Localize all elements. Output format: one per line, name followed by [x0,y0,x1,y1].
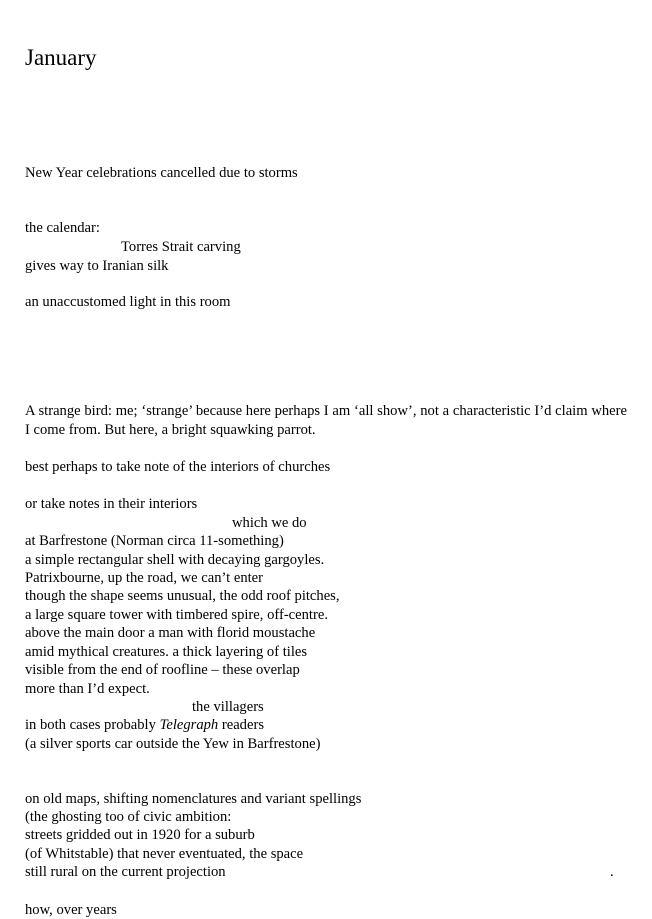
line-iranian-silk: gives way to Iranian silk [25,258,169,274]
line-rectangular-shell: a simple rectangular shell with decaying gargoyles. [25,552,325,568]
telegraph-pre: in both cases probably [25,717,160,733]
prose-paragraph: A strange bird: me; ‘strange’ because here perhaps I am ‘all show’, not a characteristic I’d claim where I come from. But here, a bright squawking parrot. [25,403,627,438]
telegraph-italic: Telegraph [159,717,219,733]
line-square-tower: a large square tower with timbered spire, off-centre. [25,607,328,623]
line-torres-strait: Torres Strait carving [121,239,241,255]
line-current-projection: still rural on the current projection [25,864,226,880]
line-old-maps: on old maps, shifting nomenclatures and variant spellings [25,791,362,807]
line-barfrestone: at Barfrestone (Norman circa 11-something) [25,533,284,549]
line-the-villagers: the villagers [192,699,264,715]
line-calendar: the calendar: [25,220,100,236]
line-take-notes: or take notes in their interiors [25,496,198,512]
line-main-door: above the main door a man with florid moustache [25,625,316,641]
line-unaccustomed-light: an unaccustomed light in this room [25,294,231,310]
line-patrixbourne: Patrixbourne, up the road, we can’t enter [25,570,264,586]
line-roof-pitches: though the shape seems unusual, the odd roof pitches, [25,588,340,604]
line-telegraph-readers [25,716,264,734]
line-over-years: how, over years [25,902,117,918]
trailing-period: . [610,864,614,880]
page-title: January [25,45,97,70]
line-mythical-creatures: amid mythical creatures. a thick layering of tiles [25,644,308,660]
line-whitstable: (of Whitstable) that never eventuated, the space [25,846,304,862]
line-silver-sports-car: (a silver sports car outside the Yew in Barfrestone) [25,736,321,752]
line-streets-gridded: streets gridded out in 1920 for a suburb [25,827,255,843]
line-more-than-expect: more than I’d expect. [25,681,150,697]
telegraph-post: readers [218,717,264,733]
line-new-year: New Year celebrations cancelled due to storms [25,165,298,181]
line-roofline: visible from the end of roofline – these overlap [25,662,300,678]
line-civic-ambition: (the ghosting too of civic ambition: [25,809,232,825]
line-which-we-do: which we do [232,515,307,531]
line-interiors-of-churches: best perhaps to take note of the interiors of churches [25,459,331,475]
